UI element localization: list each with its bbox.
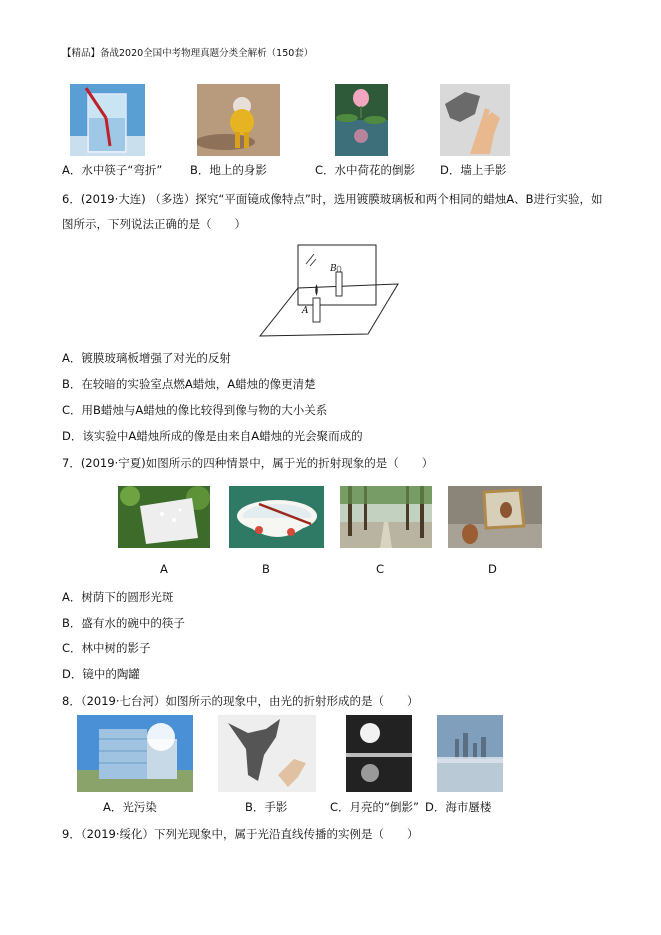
q5-option-c: C．水中荷花的倒影	[315, 163, 416, 177]
q7-image-label-a: A	[160, 562, 168, 576]
light-pollution-image	[77, 715, 193, 792]
forest-tree-shadows-image	[340, 486, 432, 548]
moon-reflection-image	[346, 715, 412, 792]
q6-stem-line2: 图所示，下列说法正确的是（ ）	[62, 217, 246, 231]
q6-option-b: B．在较暗的实验室点燃A蜡烛，A蜡烛的像更清楚	[62, 377, 316, 391]
q5-option-b: B．地上的身影	[190, 163, 267, 177]
page-header: 【精品】备战2020全国中考物理真题分类全解析（150套）	[62, 48, 314, 59]
q8-caption-d: D．海市蜃楼	[425, 800, 492, 814]
q6-option-a: A．镀膜玻璃板增强了对光的反射	[62, 351, 231, 365]
q7-option-c: C．林中树的影子	[62, 641, 151, 655]
hand-shadow-image	[440, 84, 510, 156]
q7-stem: 7．(2019·宁夏)如图所示的四种情景中，属于光的折射现象的是（ ）	[62, 456, 434, 470]
q7-option-b: B．盛有水的碗中的筷子	[62, 616, 185, 630]
q8-caption-a: A．光污染	[103, 800, 157, 814]
mirror-jar-image	[448, 486, 542, 548]
q7-option-a: A．树荫下的圆形光斑	[62, 590, 174, 604]
q8-stem: 8．（2019·七台河）如图所示的现象中，由光的折射形成的是（ ）	[62, 694, 419, 708]
candle-b-label: B	[330, 264, 337, 274]
q6-option-d: D．该实验中A蜡烛所成的像是由来自A蜡烛的光会聚而成的	[62, 429, 363, 443]
q7-image-label-b: B	[262, 562, 270, 576]
q7-image-label-c: C	[376, 562, 385, 576]
mirage-image	[437, 715, 503, 792]
child-shadow-image	[197, 84, 280, 156]
hand-shadow-animal-image	[218, 715, 316, 792]
q7-option-d: D．镜中的陶罐	[62, 667, 140, 681]
q8-caption-c: C．月亮的“倒影”	[330, 800, 419, 814]
q7-image-label-d: D	[488, 562, 497, 576]
tree-shade-light-spots-image	[118, 486, 210, 548]
q6-stem-line1: 6．(2019·大连) （多选）探究“平面镜成像特点”时，选用镀膜玻璃板和两个相同的蜡烛A、B进行实验，如	[62, 192, 603, 206]
q9-stem: 9．（2019·绥化）下列光现象中，属于光沿直线传播的实例是（ ）	[62, 827, 419, 841]
q6-option-c: C．用B蜡烛与A蜡烛的像比较得到像与物的大小关系	[62, 403, 328, 417]
candle-a-label: A	[302, 306, 309, 316]
bowl-with-chopsticks-image	[229, 486, 324, 548]
lotus-reflection-image	[335, 84, 388, 156]
q8-caption-b: B．手影	[245, 800, 288, 814]
beaker-with-straw-image	[70, 84, 145, 156]
q5-option-d: D．墙上手影	[440, 163, 507, 177]
q5-option-a: A．水中筷子“弯折”	[62, 163, 163, 177]
mirror-experiment-figure	[258, 240, 403, 340]
